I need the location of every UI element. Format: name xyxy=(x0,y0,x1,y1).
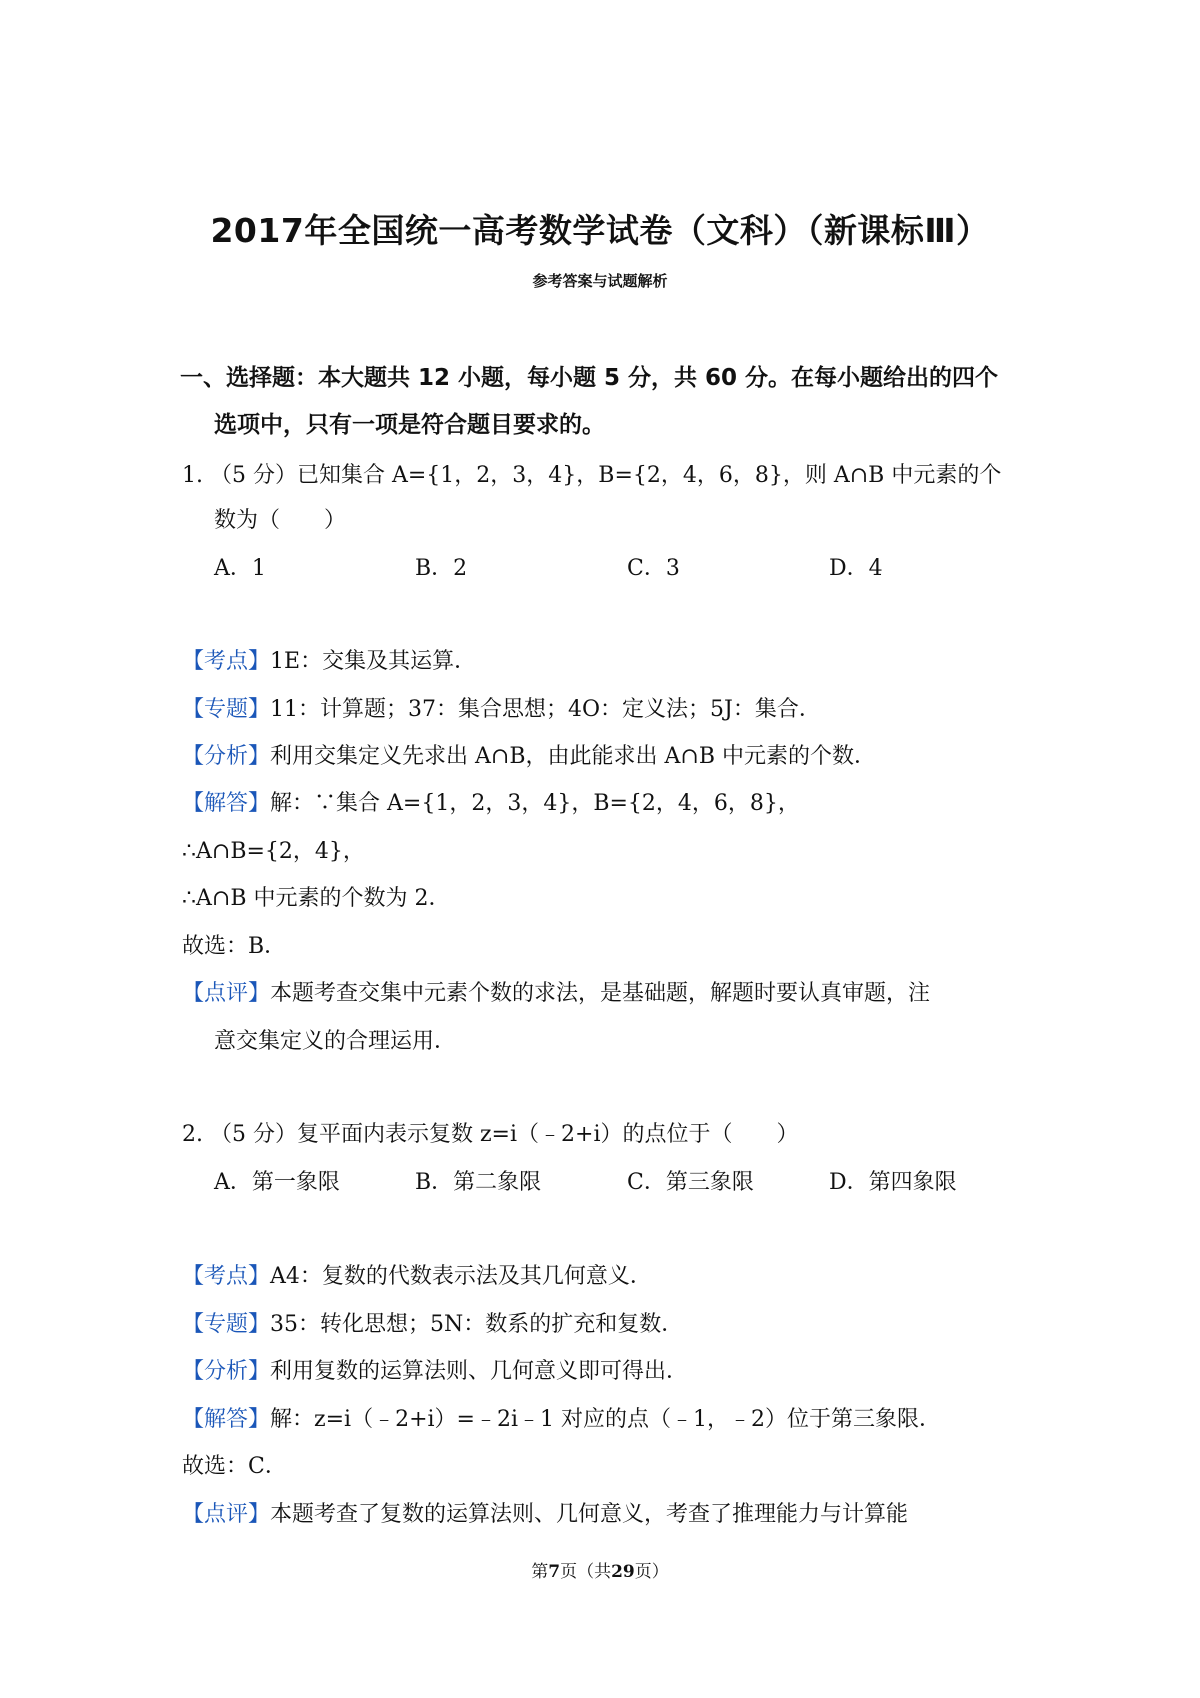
q1-fenxi xyxy=(182,739,876,770)
q2-zhuanti-tag: 【专题】 xyxy=(182,1312,271,1337)
page-title: 2017年全国统一高考数学试卷（文科）（新课标Ⅲ） xyxy=(210,211,990,250)
q2-option-a: A．第一象限 xyxy=(214,1170,340,1195)
q2-option-d: D．第四象限 xyxy=(829,1170,957,1195)
q2-jieda xyxy=(182,1402,941,1433)
q1-kaodian-tag: 【考点】 xyxy=(182,649,271,674)
q1-dianping xyxy=(182,976,930,1007)
section-heading-line-1: 一、选择题：本大题共 12 小题，每小题 5 分，共 60 分。在每小题给出的四个 xyxy=(180,365,999,391)
q1-dianping-text: 本题考查交集中元素个数的求法，是基础题，解题时要认真审题，注 xyxy=(270,981,931,1006)
q1-fenxi-text: 利用交集定义先求出 A∩B，由此能求出 A∩B 中元素的个数． xyxy=(270,744,876,769)
q1-zhuanti-text: 11：计算题；37：集合思想；4O：定义法；5J：集合． xyxy=(270,697,821,722)
q1-step-2: ∴A∩B 中元素的个数为 2． xyxy=(182,886,451,911)
q2-fenxi xyxy=(182,1354,688,1385)
q1-step-1: ∴A∩B={2，4}， xyxy=(182,839,365,864)
q2-stem-line-1: 2. （5 分）复平面内表示复数 z=i（﹣2+i）的点位于（ ） xyxy=(182,1122,799,1147)
q2-dianping-text: 本题考查了复数的运算法则、几何意义，考查了推理能力与计算能 xyxy=(270,1502,909,1527)
q1-dianping-tag: 【点评】 xyxy=(182,981,271,1006)
footer-prefix: 第 xyxy=(531,1562,549,1582)
q2-kaodian-tag: 【考点】 xyxy=(182,1264,271,1289)
section-heading-line-2: 选项中，只有一项是符合题目要求的。 xyxy=(214,412,605,438)
q1-stem-line-2: 数为（ ） xyxy=(214,508,347,533)
q2-answer: 故选：C． xyxy=(182,1454,287,1479)
q1-option-b: B．2 xyxy=(415,556,468,581)
q1-answer: 故选：B． xyxy=(182,934,287,959)
q1-jieda-text: 解：∵集合 A={1，2，3，4}，B={2，4，6，8}， xyxy=(270,791,800,816)
q1-option-c: C．3 xyxy=(627,556,680,581)
q1-stem-line-1: 1. （5 分）已知集合 A={1，2，3，4}，B={2，4，6，8}，则 A∩B 中元素的个 xyxy=(182,463,1002,488)
q2-dianping xyxy=(182,1497,908,1528)
footer-total-pages: 29 xyxy=(611,1562,635,1582)
q2-kaodian xyxy=(182,1259,652,1290)
footer-page-number: 7 xyxy=(548,1562,561,1582)
q1-dianping-line-2: 意交集定义的合理运用． xyxy=(214,1029,457,1054)
q2-jieda-tag: 【解答】 xyxy=(182,1407,271,1432)
q2-zhuanti-text: 35：转化思想；5N：数系的扩充和复数． xyxy=(270,1312,684,1337)
q1-jieda xyxy=(182,786,800,817)
q2-fenxi-text: 利用复数的运算法则、几何意义即可得出． xyxy=(270,1359,689,1384)
q1-fenxi-tag: 【分析】 xyxy=(182,744,271,769)
q1-zhuanti-tag: 【专题】 xyxy=(182,697,271,722)
q2-jieda-text: 解：z=i（﹣2+i）=﹣2i﹣1 对应的点（﹣1，﹣2）位于第三象限． xyxy=(270,1407,941,1432)
q2-kaodian-text: A4：复数的代数表示法及其几何意义． xyxy=(270,1264,652,1289)
q1-option-a: A．1 xyxy=(214,556,266,581)
q1-option-d: D．4 xyxy=(829,556,883,581)
q1-jieda-tag: 【解答】 xyxy=(182,791,271,816)
q2-option-c: C．第三象限 xyxy=(627,1170,754,1195)
q1-kaodian xyxy=(182,644,476,675)
q2-zhuanti xyxy=(182,1307,683,1338)
footer-middle: 页（共 xyxy=(560,1562,612,1582)
q2-option-b: B．第二象限 xyxy=(415,1170,542,1195)
page-footer xyxy=(0,1557,1200,1582)
q1-zhuanti xyxy=(182,692,821,723)
page-subtitle: 参考答案与试题解析 xyxy=(532,272,668,290)
q2-fenxi-tag: 【分析】 xyxy=(182,1359,271,1384)
section-heading xyxy=(180,355,1040,449)
q1-kaodian-text: 1E：交集及其运算． xyxy=(270,649,477,674)
q2-dianping-tag: 【点评】 xyxy=(182,1502,271,1527)
footer-suffix: 页） xyxy=(634,1562,669,1582)
